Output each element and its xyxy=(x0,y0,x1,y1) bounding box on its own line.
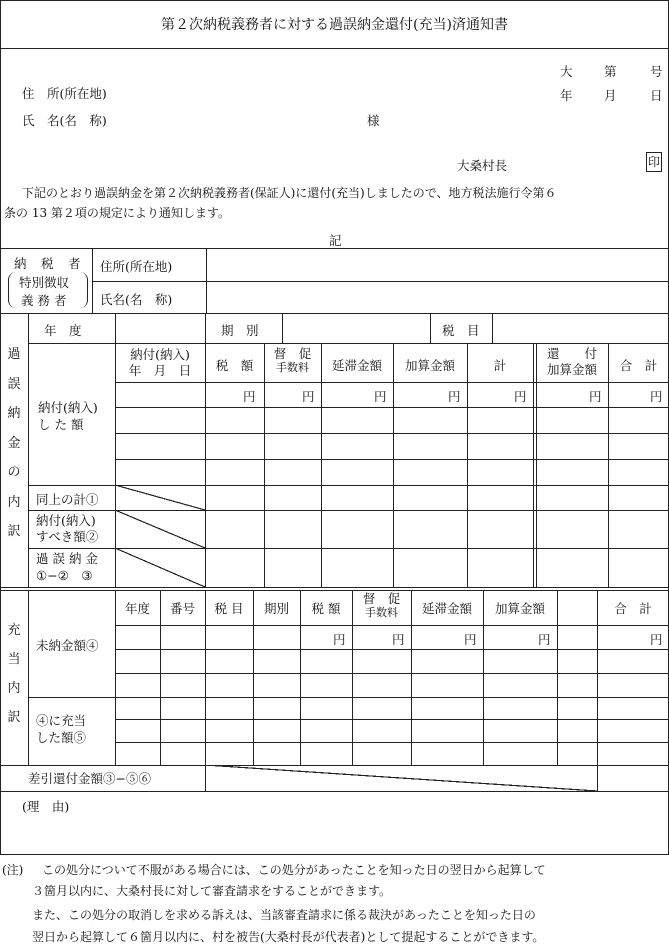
app-v-597 xyxy=(597,590,598,791)
app-v-557 xyxy=(557,590,558,765)
yen-mark: 円 xyxy=(392,632,405,647)
over-label xyxy=(36,550,98,584)
overpay-col-date xyxy=(115,347,205,379)
ovp-v-282 xyxy=(282,313,283,343)
app-h-791 xyxy=(0,791,669,792)
overpay-col-tax: 税 額 xyxy=(215,358,254,373)
app-v-205 xyxy=(205,590,206,791)
app-col-period: 期別 xyxy=(263,601,289,616)
paid-label1: 納付(納入) xyxy=(38,400,98,415)
app-col-delay: 延滞金額 xyxy=(421,601,472,616)
section-divider-b xyxy=(0,590,669,591)
special-collector-label2: 義 務 者 xyxy=(21,293,67,308)
notes-mark: (注) xyxy=(2,863,24,877)
overpay-col-add: 加算金額 xyxy=(404,358,455,373)
yen-mark: 円 xyxy=(243,389,256,404)
app-col-tax: 税 目 xyxy=(214,601,244,616)
year-label: 年 xyxy=(560,88,573,103)
taxpayer-address-label: 住所(所在地) xyxy=(100,259,173,274)
appropriation-side-label: 充当内訳 xyxy=(7,623,21,725)
overpay-year-label: 年 度 xyxy=(44,323,82,338)
applied-label2: した額⑤ xyxy=(36,730,87,745)
app-col-fee xyxy=(352,591,411,619)
overpay-col-refund2: 加算金額 xyxy=(546,362,597,377)
subtotal-diagonal xyxy=(115,485,205,510)
overpay-side-divider xyxy=(28,313,29,587)
taxpayer-name-label: 氏名(名 称) xyxy=(100,292,173,307)
yen-mark: 円 xyxy=(650,389,663,404)
notes-line1: この処分について不服がある場合には、この処分があったことを知った日の翌日から起算して xyxy=(42,863,546,877)
number-go-label: 号 xyxy=(650,64,663,79)
yen-mark: 円 xyxy=(448,389,461,404)
ovp-v-492 xyxy=(492,313,493,343)
due-diagonal xyxy=(115,510,205,548)
applied-label1: ④に充当 xyxy=(36,713,87,728)
overpay-col-date2: 年 月 日 xyxy=(128,363,192,378)
section-divider-a xyxy=(0,587,669,588)
subtotal-label: 同上の計① xyxy=(36,492,99,507)
overpay-tax-label: 税 目 xyxy=(442,323,480,338)
overpay-col-grand: 合 計 xyxy=(619,358,658,373)
due-label1: 納付(納入) xyxy=(36,513,96,528)
issuer-name: 大桑村長 xyxy=(457,158,508,173)
era-label: 大 xyxy=(560,64,573,79)
overpay-col-total: 計 xyxy=(493,358,507,373)
app-h-697 xyxy=(28,697,669,698)
app-side-divider xyxy=(28,590,29,765)
ovp-v-264 xyxy=(264,343,265,587)
body-text-line2: 条の 13 第２項の規定により通知します。 xyxy=(4,206,230,220)
ovp-h-382 xyxy=(115,382,669,383)
number-dai-label: 第 xyxy=(604,64,617,79)
app-h-742 xyxy=(115,742,669,743)
app-h-625 xyxy=(115,625,669,626)
notes-line4: 翌日から起算して６箇月以内に、村を被告(大桑村長が代表者)として提起することができます。 xyxy=(32,930,545,944)
yen-mark: 円 xyxy=(464,632,477,647)
ovp-h-407 xyxy=(115,407,669,408)
paid-label2: し た 額 xyxy=(38,417,84,432)
yen-mark: 円 xyxy=(538,632,551,647)
over-label2: ①−② ③ xyxy=(36,568,93,583)
special-collector-label1: 特別徴収 xyxy=(19,275,70,290)
ovp-v-393 xyxy=(393,343,394,587)
app-col-year: 年度 xyxy=(124,601,150,616)
over-label1: 過 誤 納 金 xyxy=(36,551,98,566)
overpay-col-date1: 納付(納入) xyxy=(130,347,190,362)
over-diagonal xyxy=(115,548,205,587)
overpay-col-refund xyxy=(536,346,608,378)
ovp-v-205 xyxy=(205,313,206,587)
net-refund-diagonal xyxy=(205,765,597,791)
ovp-v-467 xyxy=(467,343,468,587)
app-col-add: 加算金額 xyxy=(494,601,545,616)
honorific-sama: 様 xyxy=(367,113,380,128)
yen-mark: 円 xyxy=(302,389,315,404)
app-col-fee2: 手数料 xyxy=(365,606,398,619)
yen-mark: 円 xyxy=(650,632,663,647)
app-col-total: 合 計 xyxy=(614,601,652,616)
overpay-col-fee2: 手数料 xyxy=(276,361,309,374)
paid-label xyxy=(38,399,98,433)
seal-mark: 印 xyxy=(646,152,662,172)
unpaid-label: 未納金額④ xyxy=(36,638,99,653)
ovp-h-459 xyxy=(115,459,669,460)
due-label2: すべき額② xyxy=(36,529,99,544)
recipient-name-label: 氏 名(名 称) xyxy=(22,113,107,128)
app-col-no: 番号 xyxy=(169,601,195,616)
net-refund-label: 差引還付金額③−⑤⑥ xyxy=(28,771,151,786)
yen-mark: 円 xyxy=(374,389,387,404)
ovp-v-321 xyxy=(321,343,322,587)
body-text-line1: 下記のとおり過誤納金を第２次納税義務者(保証人)に還付(充当)しましたので、地方税法施行令第６ xyxy=(22,186,557,200)
notes-line3: また、この処分の取消しを求める訴えは、当該審査請求に係る裁決があったことを知った日の xyxy=(32,908,536,922)
overpay-side-label: 過誤納金の内訳 xyxy=(7,347,21,539)
month-label: 月 xyxy=(604,88,617,103)
ovp-v-430 xyxy=(430,313,431,343)
app-col-amount: 税 額 xyxy=(311,601,341,616)
ki-label: 記 xyxy=(329,233,342,248)
overpay-col-refund1: 還 付 xyxy=(546,346,597,361)
yen-mark: 円 xyxy=(514,389,527,404)
due-label xyxy=(36,513,98,545)
recipient-address-label: 住 所(所在地) xyxy=(22,86,107,101)
yen-mark: 円 xyxy=(589,389,602,404)
app-h-673 xyxy=(115,673,669,674)
yen-mark: 円 xyxy=(333,632,346,647)
taxpayer-label: 納 税 者 xyxy=(14,256,82,271)
ovp-v-536 xyxy=(536,343,537,587)
overpay-period-label: 期 別 xyxy=(221,323,259,338)
taxpayer-bottom-line xyxy=(0,313,669,314)
ovp-h-343 xyxy=(28,343,669,344)
document-title: 第２次納税義務者に対する過誤納金還付(充当)済通知書 xyxy=(161,17,508,33)
app-h-719 xyxy=(115,719,669,720)
reason-label: (理 由) xyxy=(22,799,70,814)
taxpayer-top-line xyxy=(0,248,669,249)
ovp-v-533 xyxy=(533,343,534,587)
overpay-col-delay: 延滞金額 xyxy=(331,358,382,373)
title-divider xyxy=(0,48,669,49)
day-label: 日 xyxy=(650,88,663,103)
app-col-fee1: 督 促 xyxy=(362,591,401,606)
ovp-v-608 xyxy=(608,343,609,587)
applied-label xyxy=(36,712,86,746)
overpay-col-fee1: 督 促 xyxy=(273,346,312,361)
taxpayer-mid-line xyxy=(92,281,669,282)
app-h-649 xyxy=(115,649,669,650)
notes-line2: ３箇月以内に、大桑村長に対して審査請求をすることができます。 xyxy=(32,884,392,898)
overpay-col-fee xyxy=(264,346,321,374)
ovp-h-433 xyxy=(115,433,669,434)
